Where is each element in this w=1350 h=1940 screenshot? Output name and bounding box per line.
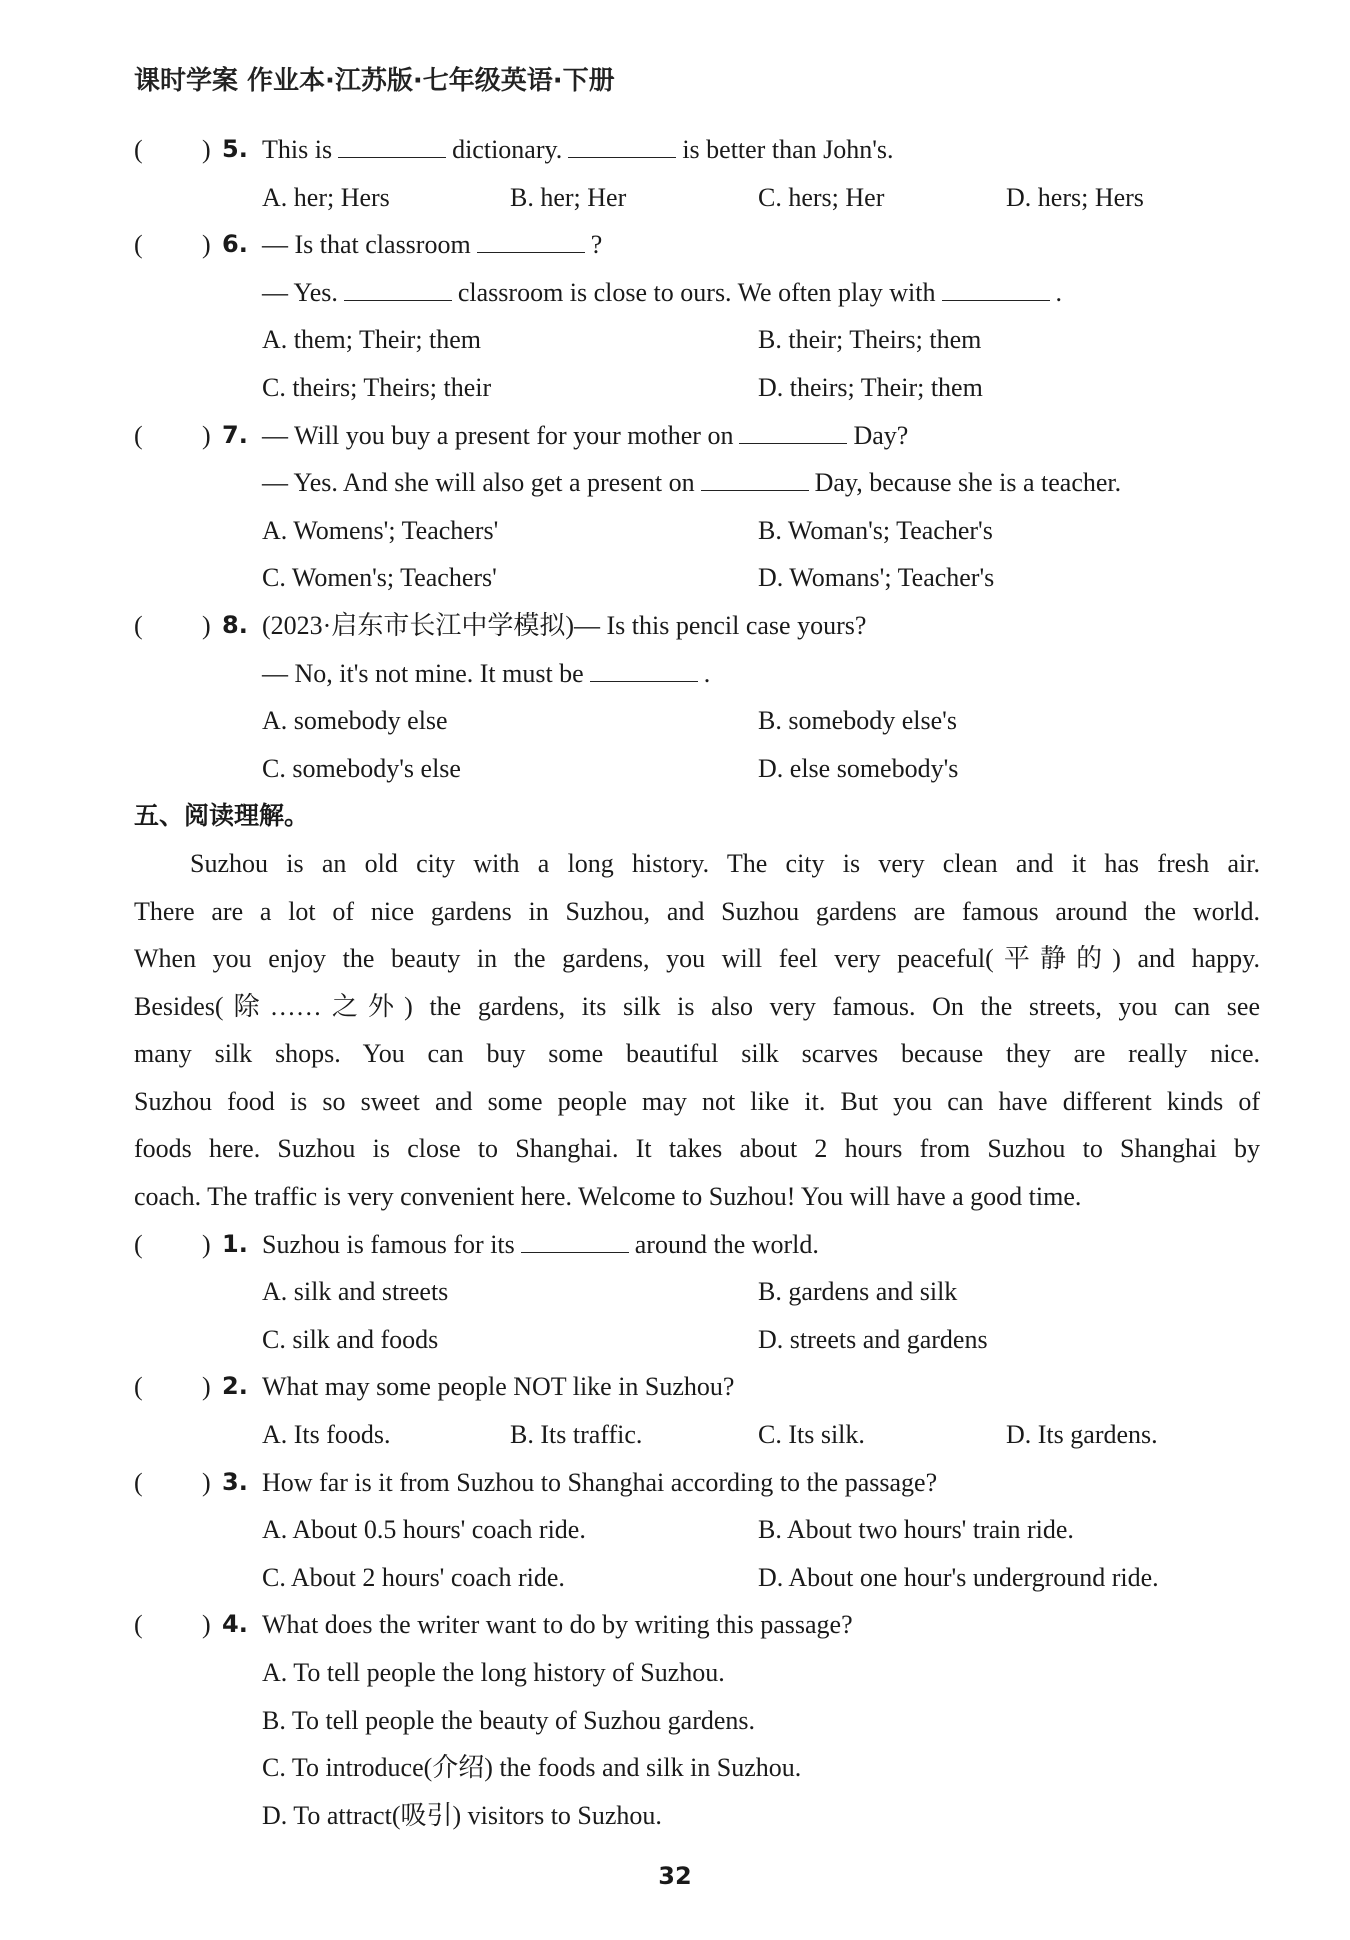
options-q8-row2 [134, 745, 1260, 793]
options-r3-row1 [134, 1506, 1260, 1554]
question-number: 7. [222, 420, 248, 449]
question-text: — Is that classroom [262, 230, 471, 260]
option-b[interactable]: B. Woman's; Teacher's [758, 515, 993, 545]
question-text: classroom is close to ours. We often play with [457, 277, 936, 307]
page-content [134, 126, 1260, 1839]
option-c[interactable]: C. Its silk. [758, 1420, 865, 1450]
passage-line: Besides(除……之外) the gardens, its silk is also very famous. On the streets, you can see [134, 991, 1260, 1021]
option-c[interactable]: C. Women's; Teachers' [262, 563, 497, 593]
question-text: — No, it's not mine. It must be [262, 658, 584, 688]
option-b[interactable]: B. gardens and silk [758, 1277, 958, 1307]
option-b[interactable]: B. somebody else's [758, 706, 957, 736]
passage-line: There are a lot of nice gardens in Suzhou, and Suzhou gardens are famous around the world. [134, 896, 1260, 926]
question-text: This is [262, 135, 333, 164]
question-text: What may some people NOT like in Suzhou? [262, 1372, 735, 1402]
option-a[interactable]: A. Its foods. [262, 1420, 391, 1450]
passage-line: Suzhou food is so sweet and some people may not like it. But you can have different kinds of [134, 1086, 1260, 1116]
passage-line: foods here. Suzhou is close to Shanghai. It takes about 2 hours from Suzhou to Shanghai by [134, 1134, 1260, 1164]
question-number: 6. [222, 230, 248, 259]
reading-question-3: ( ) 3. How far is it from Suzhou to Shanghai according to the passage? [134, 1459, 1260, 1507]
question-6-line-2 [134, 269, 1260, 317]
question-text: — Yes. [262, 277, 338, 307]
reading-question-1: ( ) 1. Suzhou is famous for its around the world. [134, 1221, 1260, 1269]
option-d[interactable]: D. else somebody's [758, 753, 959, 783]
question-text: How far is it from Suzhou to Shanghai according to the passage? [262, 1467, 938, 1497]
options-q8-row1 [134, 697, 1260, 745]
question-number: 2. [222, 1372, 248, 1401]
option-d[interactable]: D. streets and gardens [758, 1324, 988, 1354]
options-q7-row1 [134, 507, 1260, 555]
option-d[interactable]: D. To attract(吸引) visitors to Suzhou. [262, 1800, 662, 1830]
blank [477, 230, 585, 253]
option-c[interactable]: C. silk and foods [262, 1324, 439, 1354]
reading-question-4: ( ) 4. What does the writer want to do by writing this passage? [134, 1601, 1260, 1649]
question-6: ( ) 6. — Is that classroom ? [134, 221, 1260, 269]
option-d[interactable]: D. Its gardens. [1006, 1420, 1158, 1450]
reading-passage [134, 840, 1260, 1221]
question-number: 5. [222, 135, 248, 163]
question-text: . [703, 658, 711, 688]
blank [344, 278, 452, 301]
question-8-line-2 [134, 650, 1260, 698]
passage-line: When you enjoy the beauty in the gardens, you will feel very peaceful(平静的) and happy. [134, 944, 1260, 974]
question-8: ( ) 8. (2023·启东市长江中学模拟)— Is this pencil case yours? [134, 602, 1260, 650]
options-r1-row1 [134, 1268, 1260, 1316]
option-d[interactable]: D. theirs; Their; them [758, 372, 983, 402]
question-number: 3. [222, 1467, 248, 1496]
option-a[interactable]: A. them; Their; them [262, 325, 482, 355]
option-a[interactable]: A. Womens'; Teachers' [262, 515, 499, 545]
question-text: (2023·启东市长江中学模拟)— Is this pencil case yours? [262, 610, 867, 640]
blank [590, 659, 698, 682]
question-text: — Will you buy a present for your mother on [262, 420, 734, 450]
option-c[interactable]: C. somebody's else [262, 753, 461, 783]
question-text: . [1055, 277, 1062, 307]
options-q6-row1 [134, 316, 1260, 364]
question-number: 4. [222, 1610, 248, 1639]
option-a[interactable]: A. her; Hers [262, 182, 390, 212]
question-text: dictionary. [452, 135, 563, 164]
option-b[interactable]: B. her; Her [510, 182, 627, 212]
option-c[interactable]: C. To introduce(介绍) the foods and silk in Suzhou. [262, 1753, 802, 1783]
option-d[interactable]: D. Womans'; Teacher's [758, 563, 995, 593]
blank [739, 421, 847, 444]
options-r2 [134, 1411, 1260, 1459]
passage-line: Suzhou is an old city with a long history. The city is very clean and it has fresh air. [190, 848, 1260, 878]
question-7-line-2 [134, 459, 1260, 507]
question-text: What does the writer want to do by writing this passage? [262, 1610, 853, 1640]
blank [568, 135, 676, 158]
options-r4 [134, 1649, 1260, 1839]
option-c[interactable]: C. About 2 hours' coach ride. [262, 1562, 565, 1592]
option-a[interactable]: A. About 0.5 hours' coach ride. [262, 1515, 586, 1545]
option-d[interactable]: D. About one hour's underground ride. [758, 1562, 1159, 1592]
option-a[interactable]: A. silk and streets [262, 1277, 449, 1307]
blank [521, 1230, 629, 1253]
options-r3-row2 [134, 1554, 1260, 1602]
options-q6-row2 [134, 364, 1260, 412]
passage-line: many silk shops. You can buy some beautiful silk scarves because they are really nice. [134, 1039, 1260, 1069]
question-text: is better than John's. [682, 135, 894, 164]
blank [338, 135, 446, 158]
question-text: — Yes. And she will also get a present on [262, 468, 695, 498]
option-a[interactable]: A. To tell people the long history of Suzhou. [262, 1658, 725, 1687]
option-c[interactable]: C. hers; Her [758, 182, 885, 212]
blank [942, 278, 1050, 301]
option-a[interactable]: A. somebody else [262, 706, 448, 736]
page-header: 课时学案 作业本·江苏版·七年级英语·下册 [134, 66, 615, 96]
question-number: 1. [222, 1229, 248, 1258]
option-b[interactable]: B. To tell people the beauty of Suzhou gardens. [262, 1705, 756, 1735]
question-text: Day, because she is a teacher. [814, 468, 1122, 498]
option-b[interactable]: B. their; Theirs; them [758, 325, 982, 355]
question-text: Day? [853, 420, 909, 450]
page-number: 32 [658, 1862, 692, 1890]
question-text: around the world. [634, 1229, 819, 1259]
question-text: Suzhou is famous for its [262, 1229, 515, 1259]
option-c[interactable]: C. theirs; Theirs; their [262, 372, 492, 402]
reading-question-2: ( ) 2. What may some people NOT like in Suzhou? [134, 1363, 1260, 1411]
option-d[interactable]: D. hers; Hers [1006, 182, 1144, 212]
question-text: ? [590, 230, 603, 260]
passage-line: coach. The traffic is very convenient here. Welcome to Suzhou! You will have a good time. [134, 1182, 1082, 1212]
blank [701, 468, 809, 491]
option-b[interactable]: B. Its traffic. [510, 1420, 643, 1450]
question-7: ( ) 7. — Will you buy a present for your mother on Day? [134, 412, 1260, 460]
option-b[interactable]: B. About two hours' train ride. [758, 1515, 1074, 1545]
section-title: 五、阅读理解。 [134, 801, 310, 831]
options-q5 [134, 174, 1260, 222]
question-number: 8. [222, 610, 248, 639]
options-r1-row2 [134, 1316, 1260, 1364]
question-5: ( ) 5. This is dictionary. is better than John's. [134, 126, 1260, 174]
options-q7-row2 [134, 554, 1260, 602]
